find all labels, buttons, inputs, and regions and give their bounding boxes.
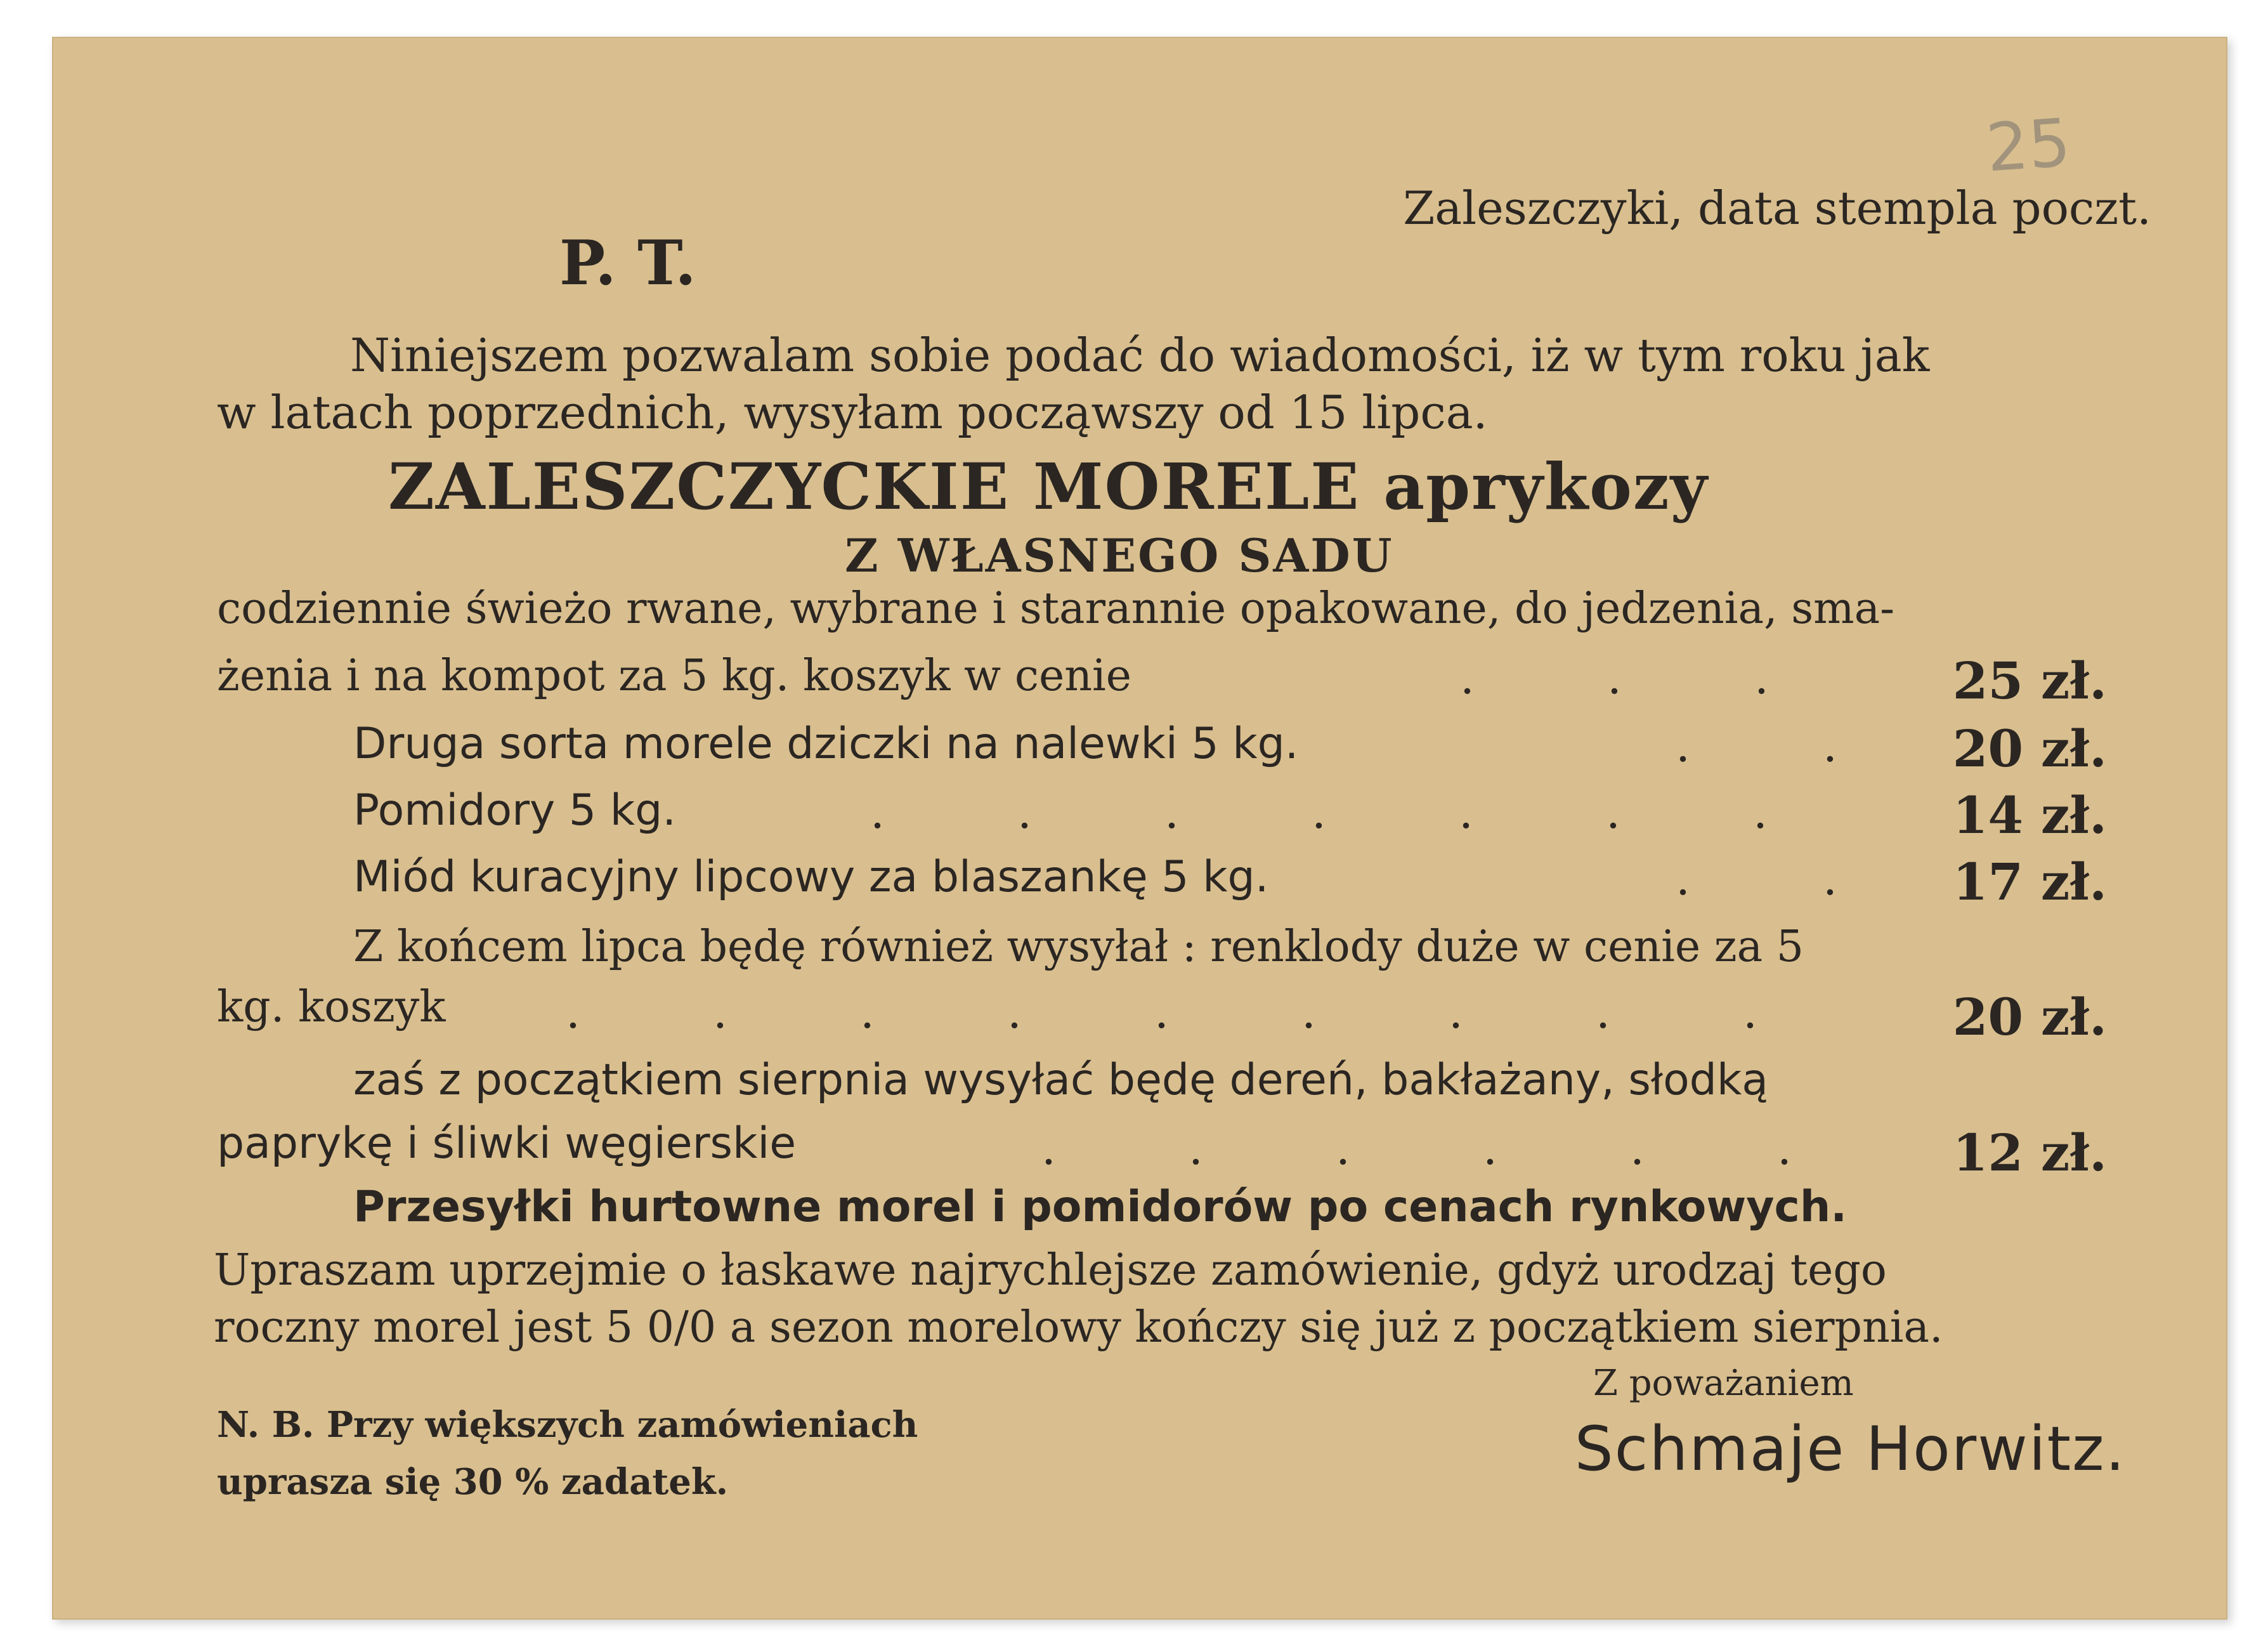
price-tomatoes: 14 zł.	[1952, 785, 2107, 845]
closing-line-2: roczny morel jest 5 0/0 a sezon morelowy kończy się już z początkiem sierpnia.	[214, 1302, 1943, 1353]
place-date: Zaleszczyki, data stempla poczt.	[1403, 181, 2151, 235]
price-apricots: 25 zł.	[1952, 651, 2107, 711]
item-honey: Miód kuracyjny lipcowy za blaszankę 5 kg.	[353, 852, 1269, 902]
price-plums: 20 zł.	[1952, 987, 2107, 1047]
subheadline: Z WŁASNEGO SADU	[845, 528, 1394, 582]
item-august-line-2: paprykę i śliwki węgierskie	[217, 1118, 797, 1169]
leader-dots: . .	[1676, 719, 1837, 772]
item-plums-line-2: kg. koszyk	[217, 982, 446, 1032]
description-line-2: żenia i na kompot za 5 kg. koszyk w cenie	[217, 651, 1131, 701]
leader-dots: . . . . . . . . .	[566, 985, 1757, 1039]
item-wild-apricots: Druga sorta morele dziczki na nalewki 5 kg.	[353, 719, 1299, 769]
nb-line-2: uprasza się 30 % zadatek.	[217, 1461, 729, 1503]
salutation: P. T.	[559, 227, 696, 299]
leader-dots: . .	[1676, 852, 1837, 905]
price-wild-apricots: 20 zł.	[1952, 719, 2107, 778]
price-honey: 17 zł.	[1952, 852, 2107, 912]
item-plums-line-1: Z końcem lipca będę również wysyłał : renklody duże w cenie za 5	[353, 922, 1804, 972]
nb-line-1: N. B. Przy większych zamówieniach	[217, 1404, 918, 1446]
headline: ZALESZCZYCKIE MORELE aprykozy	[388, 449, 1709, 524]
leader-dots: . . .	[1460, 651, 1769, 704]
regards: Z poważaniem	[1593, 1363, 1854, 1404]
description-line-1: codziennie świeżo rwane, wybrane i starannie opakowane, do jedzenia, sma-	[217, 584, 1895, 634]
leader-dots: . . . . . . .	[870, 785, 1768, 839]
price-august: 12 zł.	[1952, 1123, 2107, 1183]
intro-line-1: Niniejszem pozwalam sobie podać do wiadomości, iż w tym roku jak	[350, 329, 1930, 382]
intro-line-2: w latach poprzednich, wysyłam począwszy od 15 lipca.	[217, 386, 1488, 439]
closing-line-1: Upraszam uprzejmie o łaskawe najrychlejsze zamówienie, gdyż urodzaj tego	[214, 1245, 1887, 1295]
leader-dots: . . . . . .	[1041, 1122, 1792, 1175]
signature: Schmaje Horwitz.	[1574, 1413, 2126, 1484]
wholesale-note: Przesyłki hurtowne morel i pomidorów po cenach rynkowych.	[353, 1182, 1848, 1232]
price-list-card	[52, 37, 2227, 1620]
pencil-note: 25	[1983, 103, 2073, 187]
item-august-line-1: zaś z początkiem sierpnia wysyłać będę dereń, bakłażany, słodką	[353, 1055, 1768, 1105]
item-tomatoes: Pomidory 5 kg.	[353, 785, 676, 836]
